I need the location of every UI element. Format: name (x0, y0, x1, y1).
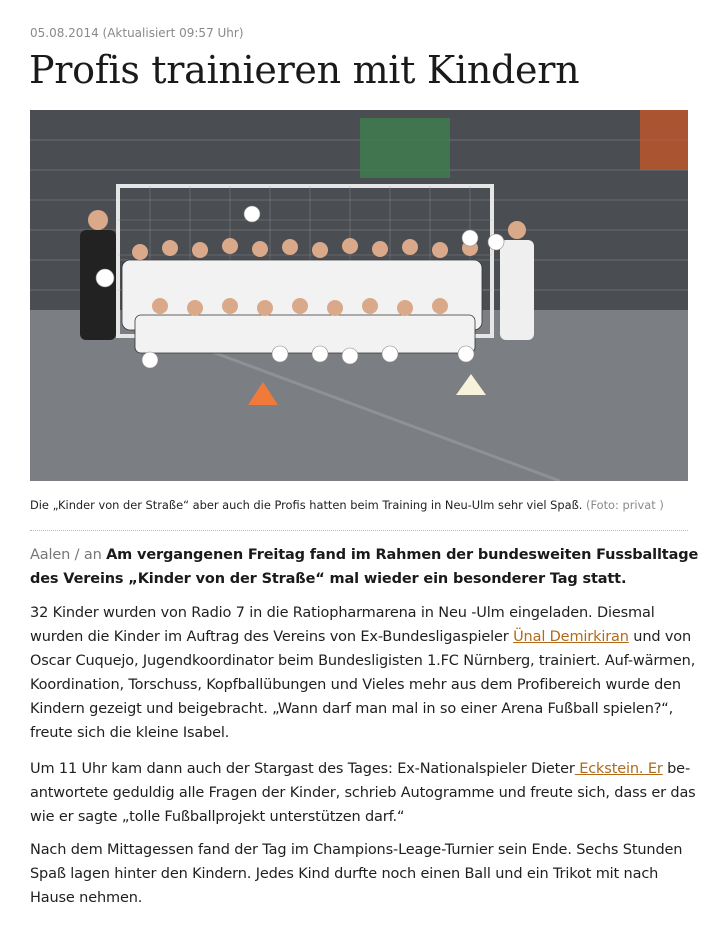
caption-credit: (Foto: privat ) (586, 498, 664, 512)
caption-text: Die „Kinder von der Straße“ aber auch die Profis hatten beim Training in Neu-Ulm sehr viel Spaß. (30, 498, 583, 512)
article-photo (30, 110, 688, 481)
article-lead (30, 543, 700, 591)
photo-caption (30, 498, 700, 512)
photo-illustration (30, 110, 688, 481)
lead-text: Am vergangenen Freitag fand im Rahmen der bundesweiten Fussballtage des Vereins „Kinder von der Straße“ mal wieder ein besonderer Tag statt. (30, 547, 699, 587)
p2-before-link: Um 11 Uhr kam dann auch der Stargast des Tages: Ex-Nationalspieler Dieter (30, 761, 575, 777)
paragraph-2 (30, 757, 700, 829)
paragraph-3: Nach dem Mittagessen fand der Tag im Champions-Leage-Turnier sein Ende. Sechs Stunden Spaß lagen hinter den Kindern. Jedes Kind durfte noch einen Ball und ein Trikot mit nach Hause nehmen. (30, 842, 683, 906)
link-eckstein[interactable]: Eckstein. Er (574, 761, 663, 777)
p2-after-link: be-antwortete geduldig alle Fragen der Kinder, schrieb Autogramme und freute sich, dass er das wie er sagte „tolle Fußballprojekt unterstützen darf.“ (30, 761, 696, 825)
article-title: Profis trainieren mit Kindern (29, 48, 580, 92)
p1-after-link: und von Oscar Cuquejo, Jugendkoordinator beim Bundesligisten 1.FC Nürnberg, trainiert. Auf-wärmen, Koordination, Torschuss, Kopfballübungen und Vieles mehr aus dem Profibereich wurde den Kindern gezeigt und beigebracht. „Wann darf man mal in so einer Arena Fußball spielen?“, freute sich die kleine Isabel. (30, 629, 696, 741)
article-location: Aalen / an (30, 547, 102, 563)
paragraph-1 (30, 601, 700, 745)
divider (30, 530, 688, 531)
article-date: 05.08.2014 (Aktualisiert 09:57 Uhr) (30, 26, 244, 40)
p1-before-link: 32 Kinder wurden von Radio 7 in die Ratiopharmarena in Neu -Ulm eingeladen. Diesmal wurden die Kinder im Auftrag des Vereins von Ex-Bundesligaspieler (30, 605, 655, 645)
link-unal-demirkiran[interactable]: Ünal Demirkiran (513, 629, 629, 645)
